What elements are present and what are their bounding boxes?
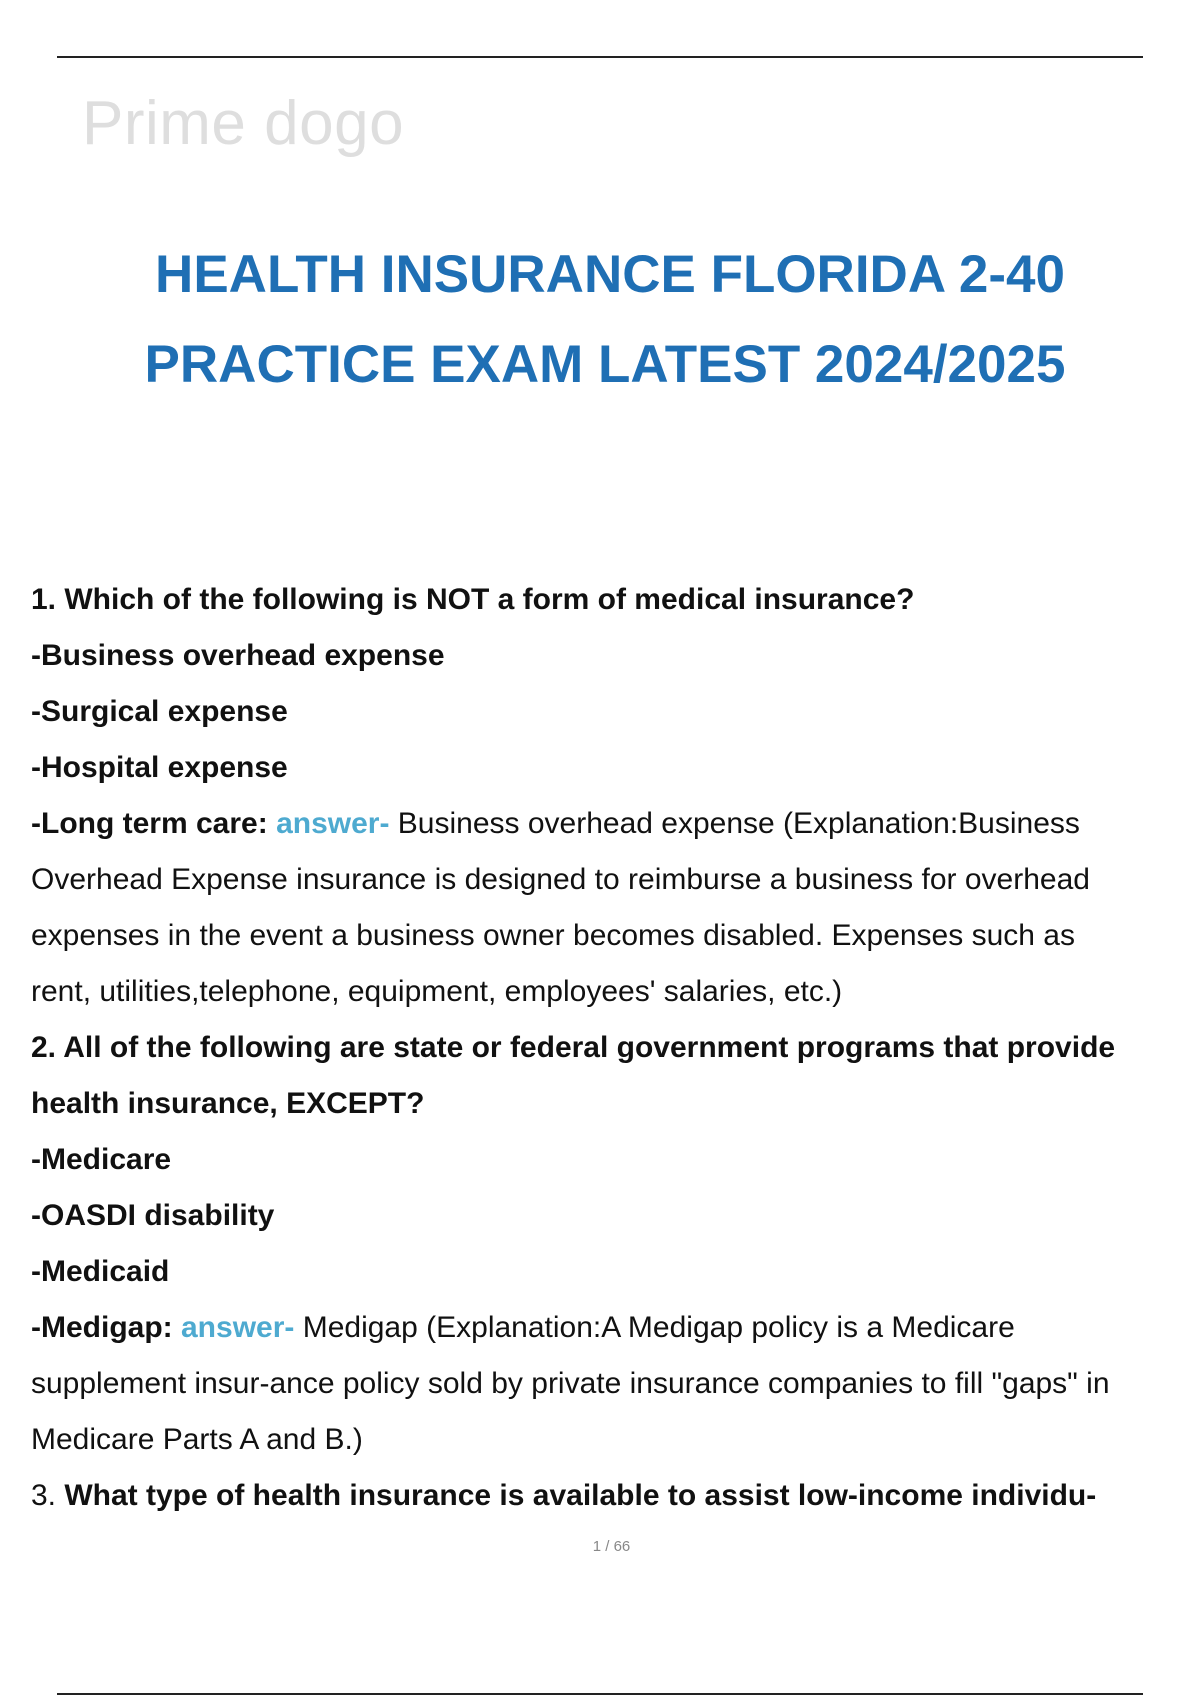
q1-option-1: -Business overhead expense	[31, 639, 445, 672]
watermark-text: Prime dogo	[82, 89, 405, 158]
q1-option-4-line	[31, 796, 1200, 852]
q2-answer-text-1: Medigap (Explanation:A Medigap policy is a Medicare	[294, 1311, 1015, 1344]
q1-option-3: -Hospital expense	[31, 751, 288, 784]
q2-answer-label: answer-	[181, 1311, 295, 1344]
q2-answer-text-2: supplement insur-ance policy sold by private insurance companies to fill "gaps" in	[31, 1367, 1110, 1400]
q1-answer-text-3: expenses in the event a business owner becomes disabled. Expenses such as	[31, 919, 1075, 952]
q1-answer-text-1: Business overhead expense (Explanation:Business	[389, 807, 1080, 840]
q2-question-line-1: 2. All of the following are state or federal government programs that provide	[31, 1031, 1116, 1064]
bottom-rule	[57, 1693, 1143, 1695]
q2-option-4: -Medigap:	[31, 1311, 173, 1344]
q2-option-1: -Medicare	[31, 1143, 172, 1176]
document-title-line-1: HEALTH INSURANCE FLORIDA 2-40	[155, 245, 1065, 304]
q1-answer-text-2: Overhead Expense insurance is designed to reimburse a business for overhead	[31, 863, 1090, 896]
page-number: 1 / 66	[592, 1538, 631, 1555]
q2-answer-text-3: Medicare Parts A and B.)	[31, 1423, 363, 1456]
q1-answer-label: answer-	[276, 807, 390, 840]
q3-question-text: What type of health insurance is available to assist low-income individu-	[64, 1479, 1097, 1512]
q1-option-2: -Surgical expense	[31, 695, 288, 728]
q2-option-2: -OASDI disability	[31, 1199, 275, 1232]
q1-answer-text-4: rent, utilities,telephone, equipment, employees' salaries, etc.)	[31, 975, 843, 1008]
q3-number: 3.	[31, 1479, 65, 1512]
q3-question-line	[31, 1468, 1200, 1524]
q1-question: 1. Which of the following is NOT a form of medical insurance?	[31, 583, 915, 616]
q2-option-4-line	[31, 1300, 1200, 1356]
document-title-line-2: PRACTICE EXAM LATEST 2024/2025	[144, 335, 1066, 394]
q2-option-3: -Medicaid	[31, 1255, 170, 1288]
q2-question-line-2: health insurance, EXCEPT?	[31, 1087, 425, 1120]
exam-content	[31, 572, 1200, 1524]
q1-option-4: -Long term care:	[31, 807, 268, 840]
top-rule	[57, 56, 1143, 58]
